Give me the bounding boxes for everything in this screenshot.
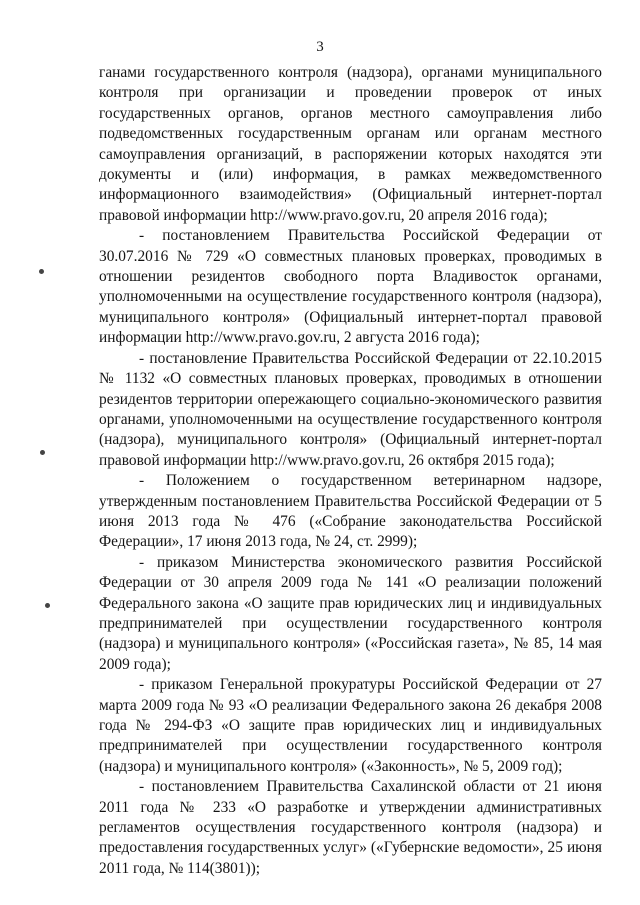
margin-mark	[40, 450, 45, 455]
margin-mark	[45, 603, 50, 608]
margin-mark	[39, 269, 44, 274]
paragraph-sakhalin-233: - постановлением Правительства Сахалинской области от 21 июня 2011 года № 233 «О разработке и утверждении административных регламентов осуществления государственного контроля (надзора) и предоставления государственных услуг» («Губернские ведомости», 25 июня 2011 года, № 114(3801));	[99, 778, 602, 877]
paragraph-order-93: - приказом Генеральной прокуратуры Российской Федерации от 27 марта 2009 года № 93 «О реализации Федерального закона 26 декабря 2008 года № 294-ФЗ «О защите прав юридических лиц и индивидуальных предпринимателей при осуществлении государственного контроля (надзора) и муниципального контроля» («Законность», № 5, 2009 год);	[99, 676, 602, 775]
paragraph-order-141: - приказом Министерства экономического развития Российской Федерации от 30 апреля 2009 года № 141 «О реализации положений Федерального закона «О защите прав юридических лиц и индивидуальных предпринимателей при осуществлении государственного контроля (надзора) и муниципального контроля» («Российская газета», № 85, 14 мая 2009 года);	[99, 553, 602, 673]
paragraph-vet-supervision: - Положением о государственном ветеринарном надзоре, утвержденным постановлением Правительства Российской Федерации от 5 июня 2013 года № 476 («Собрание законодательства Российской Федерации», 17 июня 2013 года, № 24, ст. 2999);	[99, 472, 602, 551]
paragraph-decree-1132: - постановление Правительства Российской Федерации от 22.10.2015 № 1132 «О совместных плановых проверках, проводимых в отношении резидентов территории опережающего социально-экономического развития органами, уполномоченными на осуществление государственного контроля (надзора), муниципального контроля» (Официальный интернет-портал правовой информации http://www.pravo.gov.ru, 26 октября 2015 года);	[99, 349, 602, 469]
paragraph-decree-729: - постановлением Правительства Российской Федерации от 30.07.2016 № 729 «О совместных плановых проверках, проводимых в отношении резидентов свободного порта Владивосток органами, уполномоченными на осуществление государственного контроля (надзора), муниципального контроля» (Официальный интернет-портал правовой информации http://www.pravo.gov.ru, 2 августа 2016 года);	[99, 227, 602, 347]
page-number: 3	[316, 39, 324, 55]
paragraph-continuation: ганами государственного контроля (надзора), органами муниципального контроля при организации и проведении проверок от иных государственных органов, органов местного самоуправления либо подведомственных государственным органам или органам местного самоуправления организаций, в распоряжении которых находятся эти документы и (или) информация, в рамках межведомственного информационного взаимодействия» (Официальный интернет-портал правовой информации http://www.pravo.gov.ru, 20 апреля 2016 года);	[99, 64, 602, 224]
document-body	[99, 63, 602, 879]
